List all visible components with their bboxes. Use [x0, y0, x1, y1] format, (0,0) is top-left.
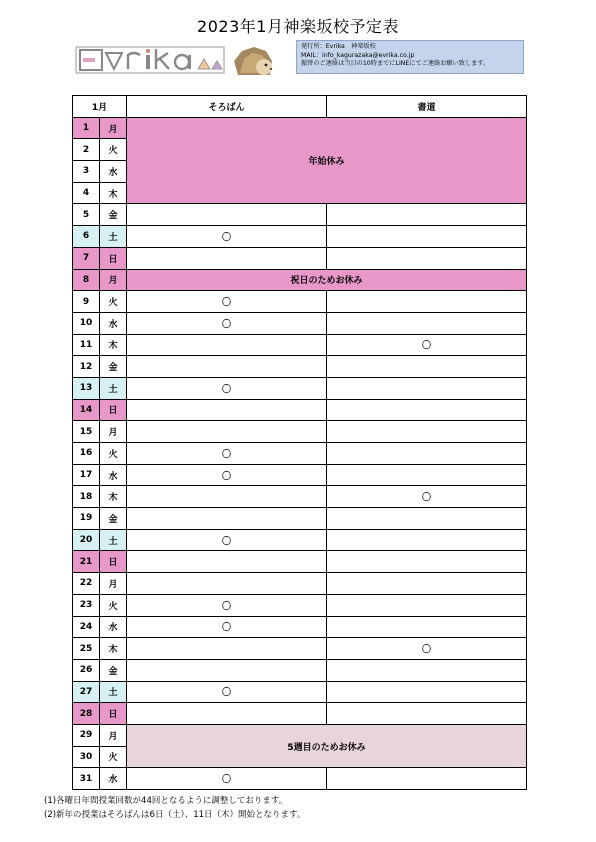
fifth-week-break-cell: 5週目のためお休み	[127, 724, 527, 767]
table-row	[73, 269, 527, 291]
calligraphy-lesson-cell	[327, 703, 527, 725]
weekday-cell: 月	[100, 269, 127, 291]
weekday-cell: 火	[100, 594, 127, 616]
calligraphy-lesson-cell	[327, 443, 527, 465]
email-line: MAIL：info_kagurazaka@evrika.co.jp	[301, 51, 415, 59]
abacus-lesson-cell: 〇	[127, 226, 327, 248]
page-title: 2023年1月神楽坂校予定表	[197, 17, 399, 36]
abacus-lesson-cell: 〇	[127, 464, 327, 486]
schedule-table	[72, 95, 527, 790]
schedule-body	[73, 117, 527, 789]
calligraphy-lesson-cell	[327, 377, 527, 399]
table-row	[73, 573, 527, 595]
calligraphy-lesson-cell	[327, 616, 527, 638]
table-row	[73, 443, 527, 465]
day-number-cell: 31	[73, 768, 100, 790]
day-number-cell: 11	[73, 334, 100, 356]
abacus-lesson-cell	[127, 573, 327, 595]
abacus-lesson-cell	[127, 703, 327, 725]
weekday-cell: 水	[100, 161, 127, 183]
day-number-cell: 23	[73, 594, 100, 616]
abacus-lesson-cell: 〇	[127, 443, 327, 465]
calligraphy-lesson-cell	[327, 594, 527, 616]
weekday-cell: 火	[100, 746, 127, 768]
abacus-lesson-cell: 〇	[127, 291, 327, 313]
day-number-cell: 28	[73, 703, 100, 725]
publisher-line: 発行所：Evrika 神楽坂校	[301, 43, 376, 50]
weekday-cell: 月	[100, 117, 127, 139]
holiday-note-cell: 祝日のためお休み	[127, 269, 527, 291]
new-year-break-cell: 年始休み	[127, 117, 527, 204]
day-number-cell: 20	[73, 529, 100, 551]
day-number-cell: 22	[73, 573, 100, 595]
calligraphy-column-header: 書道	[327, 96, 527, 118]
abacus-lesson-cell	[127, 659, 327, 681]
table-row	[73, 681, 527, 703]
table-header-row	[73, 96, 527, 118]
day-number-cell: 1	[73, 117, 100, 139]
weekday-cell: 水	[100, 768, 127, 790]
table-row	[73, 204, 527, 226]
day-number-cell: 6	[73, 226, 100, 248]
calligraphy-lesson-cell	[327, 659, 527, 681]
day-number-cell: 2	[73, 139, 100, 161]
day-number-cell: 3	[73, 161, 100, 183]
table-row	[73, 703, 527, 725]
calligraphy-lesson-cell	[327, 312, 527, 334]
weekday-cell: 火	[100, 443, 127, 465]
abacus-lesson-cell	[127, 399, 327, 421]
calligraphy-lesson-cell	[327, 421, 527, 443]
evrika-logo	[74, 41, 278, 79]
footnote-1: (1)各曜日年間授業回数が44回となるように調整しております。	[44, 796, 288, 806]
abacus-lesson-cell	[127, 247, 327, 269]
table-row	[73, 768, 527, 790]
abacus-lesson-cell	[127, 421, 327, 443]
table-row	[73, 638, 527, 660]
table-row	[73, 399, 527, 421]
abacus-lesson-cell: 〇	[127, 594, 327, 616]
weekday-cell: 金	[100, 356, 127, 378]
day-number-cell: 24	[73, 616, 100, 638]
weekday-cell: 金	[100, 508, 127, 530]
calligraphy-lesson-cell	[327, 226, 527, 248]
calligraphy-lesson-cell	[327, 464, 527, 486]
abacus-lesson-cell	[127, 356, 327, 378]
weekday-cell: 木	[100, 486, 127, 508]
month-header: 1月	[73, 96, 127, 118]
weekday-cell: 木	[100, 638, 127, 660]
day-number-cell: 14	[73, 399, 100, 421]
table-row	[73, 659, 527, 681]
table-row	[73, 421, 527, 443]
abacus-lesson-cell	[127, 204, 327, 226]
table-row	[73, 356, 527, 378]
table-row	[73, 508, 527, 530]
abacus-lesson-cell	[127, 486, 327, 508]
abacus-column-header: そろばん	[127, 96, 327, 118]
weekday-cell: 月	[100, 724, 127, 746]
calligraphy-lesson-cell	[327, 399, 527, 421]
calligraphy-lesson-cell	[327, 291, 527, 313]
table-row	[73, 247, 527, 269]
day-number-cell: 13	[73, 377, 100, 399]
table-row	[73, 551, 527, 573]
weekday-cell: 月	[100, 421, 127, 443]
weekday-cell: 日	[100, 399, 127, 421]
day-number-cell: 25	[73, 638, 100, 660]
calligraphy-lesson-cell	[327, 573, 527, 595]
day-number-cell: 10	[73, 312, 100, 334]
day-number-cell: 19	[73, 508, 100, 530]
abacus-lesson-cell	[127, 638, 327, 660]
weekday-cell: 土	[100, 377, 127, 399]
weekday-cell: 土	[100, 681, 127, 703]
table-row	[73, 377, 527, 399]
abacus-lesson-cell	[127, 551, 327, 573]
table-row	[73, 117, 527, 139]
weekday-cell: 日	[100, 703, 127, 725]
table-row	[73, 616, 527, 638]
table-row	[73, 724, 527, 746]
weekday-cell: 火	[100, 291, 127, 313]
weekday-cell: 日	[100, 551, 127, 573]
weekday-cell: 日	[100, 247, 127, 269]
abacus-lesson-cell	[127, 508, 327, 530]
table-row	[73, 594, 527, 616]
weekday-cell: 金	[100, 659, 127, 681]
transfer-note-line: 振替のご連絡は当日の10時までにLINEにてご連絡お願い致します。	[301, 60, 490, 68]
calligraphy-lesson-cell	[327, 551, 527, 573]
abacus-lesson-cell: 〇	[127, 312, 327, 334]
weekday-cell: 月	[100, 573, 127, 595]
day-number-cell: 17	[73, 464, 100, 486]
day-number-cell: 27	[73, 681, 100, 703]
table-row	[73, 529, 527, 551]
calligraphy-lesson-cell	[327, 204, 527, 226]
day-number-cell: 18	[73, 486, 100, 508]
abacus-lesson-cell: 〇	[127, 681, 327, 703]
weekday-cell: 水	[100, 616, 127, 638]
table-row	[73, 226, 527, 248]
day-number-cell: 15	[73, 421, 100, 443]
calligraphy-lesson-cell	[327, 356, 527, 378]
abacus-lesson-cell	[127, 334, 327, 356]
abacus-lesson-cell: 〇	[127, 529, 327, 551]
footnotes	[44, 794, 305, 822]
abacus-lesson-cell: 〇	[127, 377, 327, 399]
day-number-cell: 30	[73, 746, 100, 768]
weekday-cell: 木	[100, 182, 127, 204]
day-number-cell: 4	[73, 182, 100, 204]
calligraphy-lesson-cell	[327, 768, 527, 790]
calligraphy-lesson-cell: 〇	[327, 638, 527, 660]
abacus-lesson-cell: 〇	[127, 768, 327, 790]
calligraphy-lesson-cell	[327, 247, 527, 269]
weekday-cell: 水	[100, 312, 127, 334]
footnote-2: (2)新年の授業はそろばんは6日（土）、11日（木）開始となります。	[44, 810, 306, 820]
table-row	[73, 334, 527, 356]
weekday-cell: 金	[100, 204, 127, 226]
day-number-cell: 21	[73, 551, 100, 573]
calligraphy-lesson-cell	[327, 508, 527, 530]
table-row	[73, 291, 527, 313]
day-number-cell: 7	[73, 247, 100, 269]
table-row	[73, 486, 527, 508]
day-number-cell: 9	[73, 291, 100, 313]
day-number-cell: 26	[73, 659, 100, 681]
contact-info-box	[296, 40, 524, 74]
day-number-cell: 16	[73, 443, 100, 465]
weekday-cell: 木	[100, 334, 127, 356]
weekday-cell: 土	[100, 529, 127, 551]
day-number-cell: 12	[73, 356, 100, 378]
calligraphy-lesson-cell: 〇	[327, 334, 527, 356]
calligraphy-lesson-cell	[327, 681, 527, 703]
weekday-cell: 土	[100, 226, 127, 248]
day-number-cell: 5	[73, 204, 100, 226]
weekday-cell: 水	[100, 464, 127, 486]
calligraphy-lesson-cell: 〇	[327, 486, 527, 508]
abacus-lesson-cell: 〇	[127, 616, 327, 638]
weekday-cell: 火	[100, 139, 127, 161]
day-number-cell: 29	[73, 724, 100, 746]
table-row	[73, 464, 527, 486]
calligraphy-lesson-cell	[327, 529, 527, 551]
day-number-cell: 8	[73, 269, 100, 291]
table-row	[73, 312, 527, 334]
